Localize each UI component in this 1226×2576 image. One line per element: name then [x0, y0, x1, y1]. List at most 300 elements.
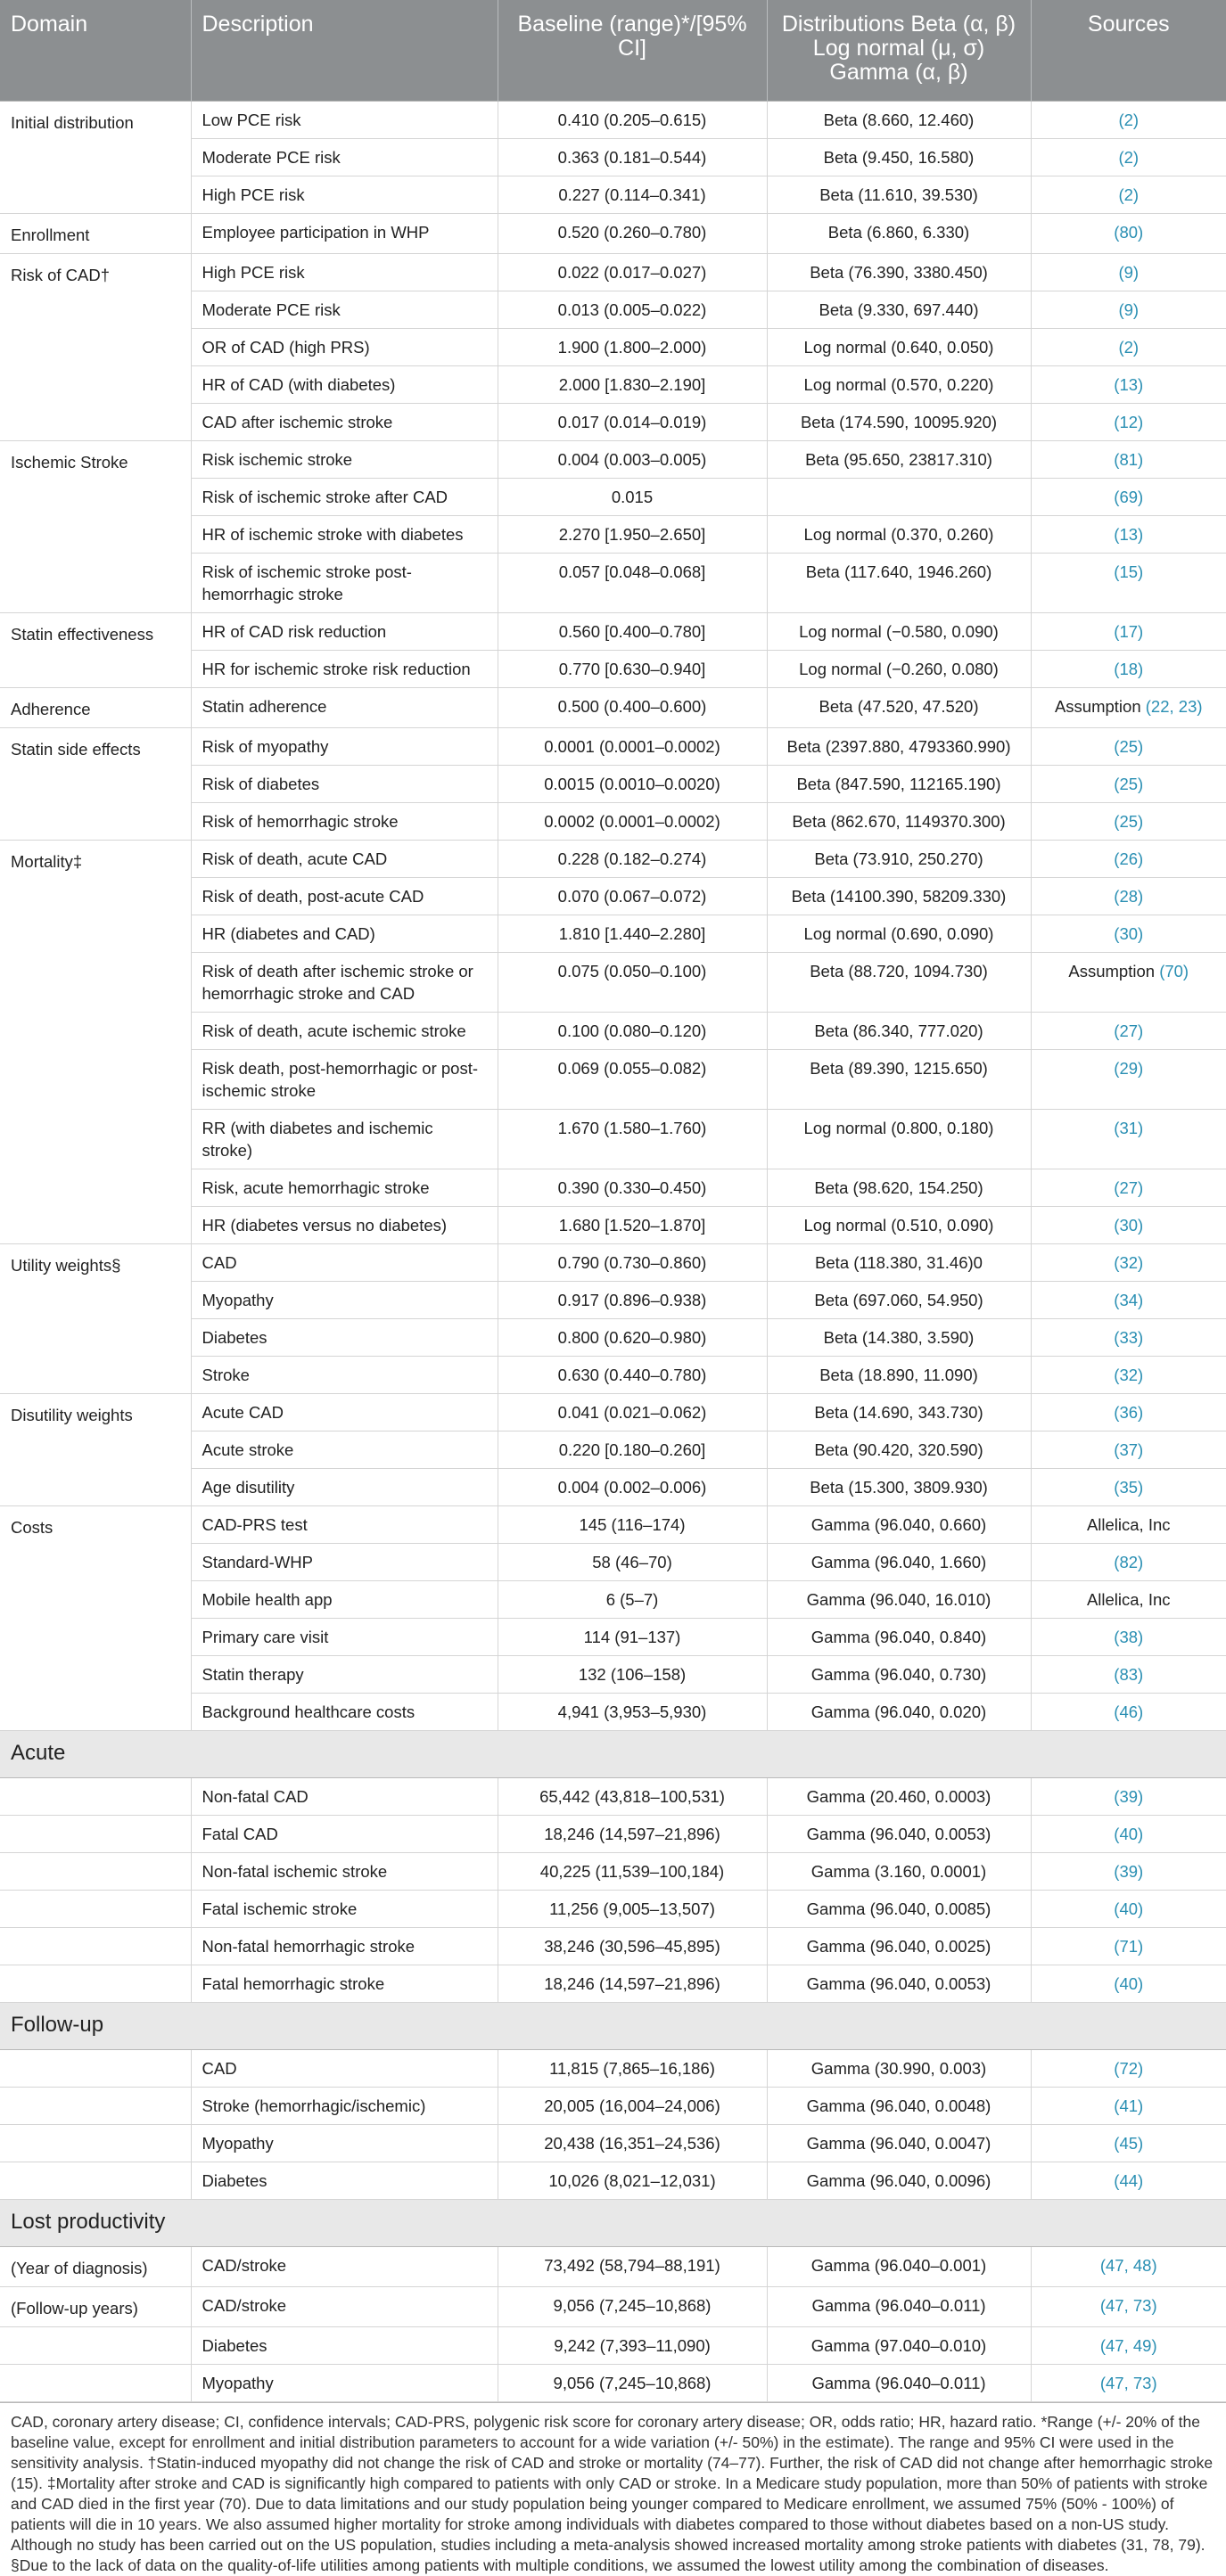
description-cell: Risk of hemorrhagic stroke	[191, 803, 498, 841]
distribution-cell: Gamma (97.040–0.010)	[767, 2327, 1031, 2365]
domain-cell: Utility weights§	[0, 1244, 191, 1394]
reference-link[interactable]: (81)	[1114, 450, 1144, 469]
source-cell	[1031, 1469, 1226, 1506]
baseline-cell: 0.630 (0.440–0.780)	[498, 1357, 767, 1394]
table-row	[0, 2088, 1226, 2125]
description-cell: High PCE risk	[191, 176, 498, 214]
baseline-cell: 18,246 (14,597–21,896)	[498, 1816, 767, 1853]
baseline-cell: 0.410 (0.205–0.615)	[498, 102, 767, 139]
source-cell	[1031, 1357, 1226, 1394]
description-cell: CAD	[191, 2050, 498, 2088]
distribution-cell: Beta (8.660, 12.460)	[767, 102, 1031, 139]
description-cell: Fatal hemorrhagic stroke	[191, 1965, 498, 2003]
reference-link[interactable]: (2)	[1118, 111, 1140, 129]
reference-link[interactable]: (13)	[1114, 525, 1144, 544]
section-header-row	[0, 1731, 1226, 1778]
distribution-cell	[767, 479, 1031, 516]
distribution-cell: Gamma (96.040, 0.0096)	[767, 2162, 1031, 2200]
baseline-cell: 1.670 (1.580–1.760)	[498, 1110, 767, 1169]
domain-cell: Statin side effects	[0, 728, 191, 841]
source-text: Allelica, Inc	[1086, 1515, 1171, 1534]
baseline-cell: 0.917 (0.896–0.938)	[498, 1282, 767, 1319]
baseline-cell: 38,246 (30,596–45,895)	[498, 1928, 767, 1965]
source-cell	[1031, 2162, 1226, 2200]
source-cell	[1031, 1544, 1226, 1581]
distribution-cell: Gamma (96.040, 0.0025)	[767, 1928, 1031, 1965]
baseline-cell: 20,005 (16,004–24,006)	[498, 2088, 767, 2125]
description-cell: HR for ischemic stroke risk reduction	[191, 651, 498, 688]
source-cell	[1031, 1013, 1226, 1050]
distribution-cell: Beta (11.610, 39.530)	[767, 176, 1031, 214]
reference-link[interactable]: (30)	[1114, 924, 1144, 943]
table-row	[0, 1928, 1226, 1965]
domain-cell	[0, 1778, 191, 1816]
domain-cell	[0, 2125, 191, 2162]
source-cell	[1031, 841, 1226, 878]
source-cell	[1031, 2327, 1226, 2365]
source-cell	[1031, 479, 1226, 516]
source-cell	[1031, 1928, 1226, 1965]
distribution-cell: Beta (118.380, 31.46)0	[767, 1244, 1031, 1282]
baseline-cell: 0.017 (0.014–0.019)	[498, 404, 767, 441]
description-cell: Fatal CAD	[191, 1816, 498, 1853]
distribution-cell: Log normal (0.570, 0.220)	[767, 366, 1031, 404]
header-domain: Domain	[0, 0, 191, 102]
distribution-cell: Beta (73.910, 250.270)	[767, 841, 1031, 878]
reference-link[interactable]: (17)	[1114, 622, 1144, 641]
source-cell	[1031, 1619, 1226, 1656]
table-row	[0, 1506, 1226, 1544]
source-cell	[1031, 516, 1226, 554]
source-cell	[1031, 2125, 1226, 2162]
distribution-cell: Gamma (96.040–0.001)	[767, 2247, 1031, 2287]
baseline-cell: 0.790 (0.730–0.860)	[498, 1244, 767, 1282]
baseline-cell: 114 (91–137)	[498, 1619, 767, 1656]
source-cell	[1031, 2365, 1226, 2402]
source-cell	[1031, 651, 1226, 688]
description-cell: CAD/stroke	[191, 2247, 498, 2287]
source-cell	[1031, 329, 1226, 366]
distribution-cell: Beta (14.380, 3.590)	[767, 1319, 1031, 1357]
domain-cell: Enrollment	[0, 214, 191, 254]
source-cell	[1031, 1394, 1226, 1432]
table-row	[0, 1816, 1226, 1853]
baseline-cell: 4,941 (3,953–5,930)	[498, 1694, 767, 1731]
source-cell	[1031, 139, 1226, 176]
distribution-cell: Log normal (−0.260, 0.080)	[767, 651, 1031, 688]
description-cell: Non-fatal hemorrhagic stroke	[191, 1928, 498, 1965]
domain-cell	[0, 2365, 191, 2402]
description-cell: Risk of death, acute ischemic stroke	[191, 1013, 498, 1050]
table-row	[0, 841, 1226, 878]
reference-link[interactable]: (26)	[1114, 849, 1144, 868]
source-cell	[1031, 366, 1226, 404]
baseline-cell: 0.004 (0.003–0.005)	[498, 441, 767, 479]
domain-cell: Costs	[0, 1506, 191, 1731]
description-cell: HR (diabetes versus no diabetes)	[191, 1207, 498, 1244]
reference-link[interactable]: (47, 49)	[1099, 2336, 1157, 2355]
baseline-cell: 0.228 (0.182–0.274)	[498, 841, 767, 878]
description-cell: Risk of death, acute CAD	[191, 841, 498, 878]
reference-link[interactable]: (34)	[1114, 1291, 1144, 1309]
domain-cell	[0, 2050, 191, 2088]
reference-link[interactable]: (38)	[1114, 1628, 1144, 1646]
description-cell: RR (with diabetes and ischemic stroke)	[191, 1110, 498, 1169]
baseline-cell: 0.227 (0.114–0.341)	[498, 176, 767, 214]
reference-link[interactable]: (35)	[1114, 1478, 1144, 1497]
baseline-cell: 73,492 (58,794–88,191)	[498, 2247, 767, 2287]
baseline-cell: 132 (106–158)	[498, 1656, 767, 1694]
table-row	[0, 2162, 1226, 2200]
baseline-cell: 0.363 (0.181–0.544)	[498, 139, 767, 176]
reference-link[interactable]: (2)	[1118, 185, 1140, 204]
distribution-cell: Beta (117.640, 1946.260)	[767, 554, 1031, 613]
source-cell	[1031, 2287, 1226, 2327]
baseline-cell: 0.075 (0.050–0.100)	[498, 953, 767, 1013]
description-cell: Risk of myopathy	[191, 728, 498, 766]
description-cell: Acute CAD	[191, 1394, 498, 1432]
section-header-row	[0, 2003, 1226, 2050]
baseline-cell: 10,026 (8,021–12,031)	[498, 2162, 767, 2200]
section-header-row	[0, 2200, 1226, 2247]
distribution-cell: Beta (14100.390, 58209.330)	[767, 878, 1031, 915]
table-row	[0, 688, 1226, 728]
reference-link[interactable]: (72)	[1114, 2059, 1144, 2078]
distribution-cell: Beta (89.390, 1215.650)	[767, 1050, 1031, 1110]
description-cell: Risk of diabetes	[191, 766, 498, 803]
distribution-cell: Gamma (96.040, 0.730)	[767, 1656, 1031, 1694]
baseline-cell: 1.810 [1.440–2.280]	[498, 915, 767, 953]
source-cell	[1031, 554, 1226, 613]
domain-cell: Mortality‡	[0, 841, 191, 1244]
description-cell: Diabetes	[191, 2162, 498, 2200]
reference-link[interactable]: (33)	[1114, 1328, 1144, 1347]
reference-link[interactable]: (9)	[1118, 300, 1140, 319]
domain-cell: Risk of CAD†	[0, 254, 191, 441]
distribution-cell: Log normal (−0.580, 0.090)	[767, 613, 1031, 651]
domain-cell: (Follow-up years)	[0, 2287, 191, 2327]
source-cell	[1031, 766, 1226, 803]
reference-link[interactable]: (46)	[1114, 1702, 1144, 1721]
source-cell	[1031, 1853, 1226, 1891]
reference-link[interactable]: (32)	[1114, 1366, 1144, 1384]
distribution-cell: Gamma (96.040, 0.0053)	[767, 1816, 1031, 1853]
description-cell: Fatal ischemic stroke	[191, 1891, 498, 1928]
source-cell	[1031, 878, 1226, 915]
baseline-cell: 0.100 (0.080–0.120)	[498, 1013, 767, 1050]
reference-link[interactable]: (39)	[1114, 1787, 1144, 1806]
reference-link[interactable]: (18)	[1114, 660, 1144, 678]
distribution-cell: Beta (862.670, 1149370.300)	[767, 803, 1031, 841]
source-cell	[1031, 102, 1226, 139]
distribution-cell: Gamma (96.040–0.011)	[767, 2365, 1031, 2402]
description-cell: Moderate PCE risk	[191, 139, 498, 176]
reference-link[interactable]: (25)	[1114, 737, 1144, 756]
distribution-cell: Beta (86.340, 777.020)	[767, 1013, 1031, 1050]
description-cell: Risk of death, post-acute CAD	[191, 878, 498, 915]
baseline-cell: 0.015	[498, 479, 767, 516]
reference-link[interactable]: (25)	[1114, 775, 1144, 793]
distribution-cell: Gamma (3.160, 0.0001)	[767, 1853, 1031, 1891]
distribution-cell: Log normal (0.510, 0.090)	[767, 1207, 1031, 1244]
reference-link[interactable]: (2)	[1118, 338, 1140, 357]
distribution-cell: Beta (9.330, 697.440)	[767, 291, 1031, 329]
source-cell	[1031, 1050, 1226, 1110]
source-cell	[1031, 1207, 1226, 1244]
table-row	[0, 2050, 1226, 2088]
reference-link[interactable]: (40)	[1114, 1974, 1144, 1993]
header-description: Description	[191, 0, 498, 102]
distribution-cell: Beta (90.420, 320.590)	[767, 1432, 1031, 1469]
table-row	[0, 102, 1226, 139]
domain-cell: Statin effectiveness	[0, 613, 191, 688]
description-cell: Primary care visit	[191, 1619, 498, 1656]
description-cell: Employee participation in WHP	[191, 214, 498, 254]
table-row	[0, 441, 1226, 479]
domain-cell	[0, 1928, 191, 1965]
baseline-cell: 1.680 [1.520–1.870]	[498, 1207, 767, 1244]
distribution-cell: Log normal (0.370, 0.260)	[767, 516, 1031, 554]
table-row	[0, 254, 1226, 291]
table-footnote: CAD, coronary artery disease; CI, confidence intervals; CAD-PRS, polygenic risk score for coronary artery disease; OR, odds ratio; HR, hazard ratio. *Range (+/- 20% of the baseline value, except for enrollment and initial distribution parameters to account for a wide variation (+/- 50%) in the estimate). The range and 95% CI were used in the sensitivity analysis. †Statin-induced myopathy did not change the risk of CAD and stroke or mortality (74–77). Further, the risk of CAD did not change after hemorrhagic stroke (15). ‡Mortality after stroke and CAD is significantly high compared to patients with only CAD or stroke. In a Medicare study population, more than 50% of patients with stroke and CAD died in the first year (70). Due to data limitations and our study population being younger compared to Medicare enrollment, we assumed 75% (50% - 100%) of patients will die in 10 years. We also assumed higher mortality for stroke among individuals with diabetes compared to those without diabetes based on a non-US study. Although no study has been carried out on the US population, studies including a meta-analysis showed increased mortality among stroke patients with diabetes (31, 78, 79). §Due to the lack of data on the quality-of-life utilities among patients with multiple conditions, we assumed the lowest utility among the combination of diseases.	[0, 2402, 1226, 2576]
table-row	[0, 214, 1226, 254]
source-cell	[1031, 1694, 1226, 1731]
distribution-cell: Beta (47.520, 47.520)	[767, 688, 1031, 728]
reference-link[interactable]: (12)	[1114, 413, 1144, 431]
reference-link[interactable]: (40)	[1114, 1825, 1144, 1843]
source-cell	[1031, 613, 1226, 651]
reference-link[interactable]: (27)	[1114, 1178, 1144, 1197]
reference-link[interactable]: (45)	[1114, 2134, 1144, 2153]
distribution-cell: Gamma (96.040, 0.0047)	[767, 2125, 1031, 2162]
domain-cell: (Year of diagnosis)	[0, 2247, 191, 2287]
reference-link[interactable]: (22, 23)	[1145, 697, 1203, 716]
table-row	[0, 2365, 1226, 2402]
description-cell: HR of CAD (with diabetes)	[191, 366, 498, 404]
description-cell: HR of CAD risk reduction	[191, 613, 498, 651]
baseline-cell: 0.800 (0.620–0.980)	[498, 1319, 767, 1357]
reference-link[interactable]: (25)	[1114, 812, 1144, 831]
reference-link[interactable]: (30)	[1114, 1216, 1144, 1235]
reference-link[interactable]: (47, 48)	[1099, 2256, 1157, 2275]
table-body	[0, 102, 1226, 2402]
source-cell	[1031, 441, 1226, 479]
description-cell: Age disutility	[191, 1469, 498, 1506]
description-cell: Risk of death after ischemic stroke or hemorrhagic stroke and CAD	[191, 953, 498, 1013]
baseline-cell: 58 (46–70)	[498, 1544, 767, 1581]
header-baseline: Baseline (range)*/[95% CI]	[498, 0, 767, 102]
source-cell	[1031, 1816, 1226, 1853]
domain-cell: Adherence	[0, 688, 191, 728]
reference-link[interactable]: (29)	[1114, 1059, 1144, 1078]
baseline-cell: 0.022 (0.017–0.027)	[498, 254, 767, 291]
baseline-cell: 0.0001 (0.0001–0.0002)	[498, 728, 767, 766]
table-row	[0, 2125, 1226, 2162]
table-header-row	[0, 0, 1226, 102]
baseline-cell: 0.069 (0.055–0.082)	[498, 1050, 767, 1110]
reference-link[interactable]: (69)	[1114, 488, 1144, 506]
description-cell: Standard-WHP	[191, 1544, 498, 1581]
reference-link[interactable]: (13)	[1114, 375, 1144, 394]
source-cell	[1031, 1506, 1226, 1544]
source-cell	[1031, 1282, 1226, 1319]
baseline-cell: 0.041 (0.021–0.062)	[498, 1394, 767, 1432]
table-row	[0, 1965, 1226, 2003]
baseline-cell: 0.0015 (0.0010–0.0020)	[498, 766, 767, 803]
description-cell: Risk death, post-hemorrhagic or post-ischemic stroke	[191, 1050, 498, 1110]
distribution-cell: Beta (697.060, 54.950)	[767, 1282, 1031, 1319]
source-text: Assumption	[1054, 697, 1141, 716]
description-cell: Statin therapy	[191, 1656, 498, 1694]
distribution-cell: Gamma (96.040, 0.840)	[767, 1619, 1031, 1656]
domain-cell	[0, 1965, 191, 2003]
source-cell	[1031, 2247, 1226, 2287]
description-cell: CAD after ischemic stroke	[191, 404, 498, 441]
distribution-cell: Beta (18.890, 11.090)	[767, 1357, 1031, 1394]
source-cell	[1031, 404, 1226, 441]
description-cell: Risk ischemic stroke	[191, 441, 498, 479]
table-row	[0, 728, 1226, 766]
section-title: Acute	[0, 1731, 1226, 1778]
description-cell: Stroke (hemorrhagic/ischemic)	[191, 2088, 498, 2125]
reference-link[interactable]: (36)	[1114, 1403, 1144, 1422]
reference-link[interactable]: (28)	[1114, 887, 1144, 906]
baseline-cell: 1.900 (1.800–2.000)	[498, 329, 767, 366]
header-distributions: Distributions Beta (α, β) Log normal (μ, σ) Gamma (α, β)	[767, 0, 1031, 102]
reference-link[interactable]: (44)	[1114, 2171, 1144, 2190]
domain-cell	[0, 2327, 191, 2365]
source-cell	[1031, 2050, 1226, 2088]
source-cell	[1031, 728, 1226, 766]
source-cell	[1031, 1244, 1226, 1282]
distribution-cell: Gamma (96.040–0.011)	[767, 2287, 1031, 2327]
description-cell: CAD/stroke	[191, 2287, 498, 2327]
distribution-cell: Beta (15.300, 3809.930)	[767, 1469, 1031, 1506]
source-cell	[1031, 1778, 1226, 1816]
baseline-cell: 9,056 (7,245–10,868)	[498, 2287, 767, 2327]
description-cell: Myopathy	[191, 2365, 498, 2402]
baseline-cell: 65,442 (43,818–100,531)	[498, 1778, 767, 1816]
table-row	[0, 1778, 1226, 1816]
description-cell: Non-fatal CAD	[191, 1778, 498, 1816]
baseline-cell: 0.057 [0.048–0.068]	[498, 554, 767, 613]
baseline-cell: 0.013 (0.005–0.022)	[498, 291, 767, 329]
header-sources: Sources	[1031, 0, 1226, 102]
table-row	[0, 2247, 1226, 2287]
baseline-cell: 0.004 (0.002–0.006)	[498, 1469, 767, 1506]
distribution-cell: Beta (2397.880, 4793360.990)	[767, 728, 1031, 766]
table-row	[0, 613, 1226, 651]
source-text: Assumption	[1068, 962, 1156, 980]
reference-link[interactable]: (37)	[1114, 1440, 1144, 1459]
distribution-cell: Beta (76.390, 3380.450)	[767, 254, 1031, 291]
distribution-cell: Gamma (96.040, 0.0053)	[767, 1965, 1031, 2003]
distribution-cell: Gamma (96.040, 0.0085)	[767, 1891, 1031, 1928]
table-row	[0, 2327, 1226, 2365]
distribution-cell: Beta (847.590, 112165.190)	[767, 766, 1031, 803]
description-cell: Myopathy	[191, 2125, 498, 2162]
source-cell	[1031, 1581, 1226, 1619]
baseline-cell: 9,242 (7,393–11,090)	[498, 2327, 767, 2365]
domain-cell	[0, 2162, 191, 2200]
baseline-cell: 0.220 [0.180–0.260]	[498, 1432, 767, 1469]
reference-link[interactable]: (27)	[1114, 1021, 1144, 1040]
description-cell: Myopathy	[191, 1282, 498, 1319]
domain-cell: Initial distribution	[0, 102, 191, 214]
reference-link[interactable]: (70)	[1159, 962, 1189, 980]
distribution-cell: Gamma (96.040, 16.010)	[767, 1581, 1031, 1619]
reference-link[interactable]: (47, 73)	[1099, 2296, 1157, 2315]
distribution-cell: Gamma (30.990, 0.003)	[767, 2050, 1031, 2088]
table-row	[0, 1891, 1226, 1928]
reference-link[interactable]: (41)	[1114, 2096, 1144, 2115]
description-cell: Non-fatal ischemic stroke	[191, 1853, 498, 1891]
domain-cell	[0, 2088, 191, 2125]
source-cell	[1031, 2088, 1226, 2125]
section-title: Lost productivity	[0, 2200, 1226, 2247]
source-cell	[1031, 291, 1226, 329]
baseline-cell: 9,056 (7,245–10,868)	[498, 2365, 767, 2402]
baseline-cell: 0.070 (0.067–0.072)	[498, 878, 767, 915]
reference-link[interactable]: (82)	[1114, 1553, 1144, 1571]
reference-link[interactable]: (71)	[1114, 1937, 1144, 1956]
reference-link[interactable]: (31)	[1114, 1119, 1144, 1137]
source-cell	[1031, 1656, 1226, 1694]
reference-link[interactable]: (40)	[1114, 1899, 1144, 1918]
source-cell	[1031, 1965, 1226, 2003]
baseline-cell: 0.770 [0.630–0.940]	[498, 651, 767, 688]
table-row	[0, 1244, 1226, 1282]
description-cell: Diabetes	[191, 1319, 498, 1357]
reference-link[interactable]: (83)	[1114, 1665, 1144, 1684]
table-row	[0, 1853, 1226, 1891]
reference-link[interactable]: (9)	[1118, 263, 1140, 282]
baseline-cell: 18,246 (14,597–21,896)	[498, 1965, 767, 2003]
distribution-cell: Beta (95.650, 23817.310)	[767, 441, 1031, 479]
baseline-cell: 0.520 (0.260–0.780)	[498, 214, 767, 254]
domain-cell: Disutility weights	[0, 1394, 191, 1506]
reference-link[interactable]: (15)	[1114, 562, 1144, 581]
domain-cell	[0, 1853, 191, 1891]
source-cell	[1031, 1319, 1226, 1357]
baseline-cell: 20,438 (16,351–24,536)	[498, 2125, 767, 2162]
domain-cell: Ischemic Stroke	[0, 441, 191, 613]
distribution-cell: Gamma (96.040, 0.0048)	[767, 2088, 1031, 2125]
description-cell: Stroke	[191, 1357, 498, 1394]
reference-link[interactable]: (47, 73)	[1099, 2374, 1157, 2392]
reference-link[interactable]: (80)	[1114, 223, 1144, 242]
description-cell: High PCE risk	[191, 254, 498, 291]
distribution-cell: Gamma (96.040, 1.660)	[767, 1544, 1031, 1581]
distribution-cell: Log normal (0.640, 0.050)	[767, 329, 1031, 366]
reference-link[interactable]: (32)	[1114, 1253, 1144, 1272]
source-cell	[1031, 1110, 1226, 1169]
reference-link[interactable]: (2)	[1118, 148, 1140, 167]
distribution-cell: Beta (98.620, 154.250)	[767, 1169, 1031, 1207]
description-cell: Moderate PCE risk	[191, 291, 498, 329]
table-row	[0, 1394, 1226, 1432]
source-cell	[1031, 688, 1226, 728]
baseline-cell: 0.560 [0.400–0.780]	[498, 613, 767, 651]
baseline-cell: 145 (116–174)	[498, 1506, 767, 1544]
domain-cell	[0, 1891, 191, 1928]
baseline-cell: 0.390 (0.330–0.450)	[498, 1169, 767, 1207]
reference-link[interactable]: (39)	[1114, 1862, 1144, 1881]
baseline-cell: 2.270 [1.950–2.650]	[498, 516, 767, 554]
baseline-cell: 0.500 (0.400–0.600)	[498, 688, 767, 728]
table-row	[0, 2287, 1226, 2327]
source-cell	[1031, 1432, 1226, 1469]
